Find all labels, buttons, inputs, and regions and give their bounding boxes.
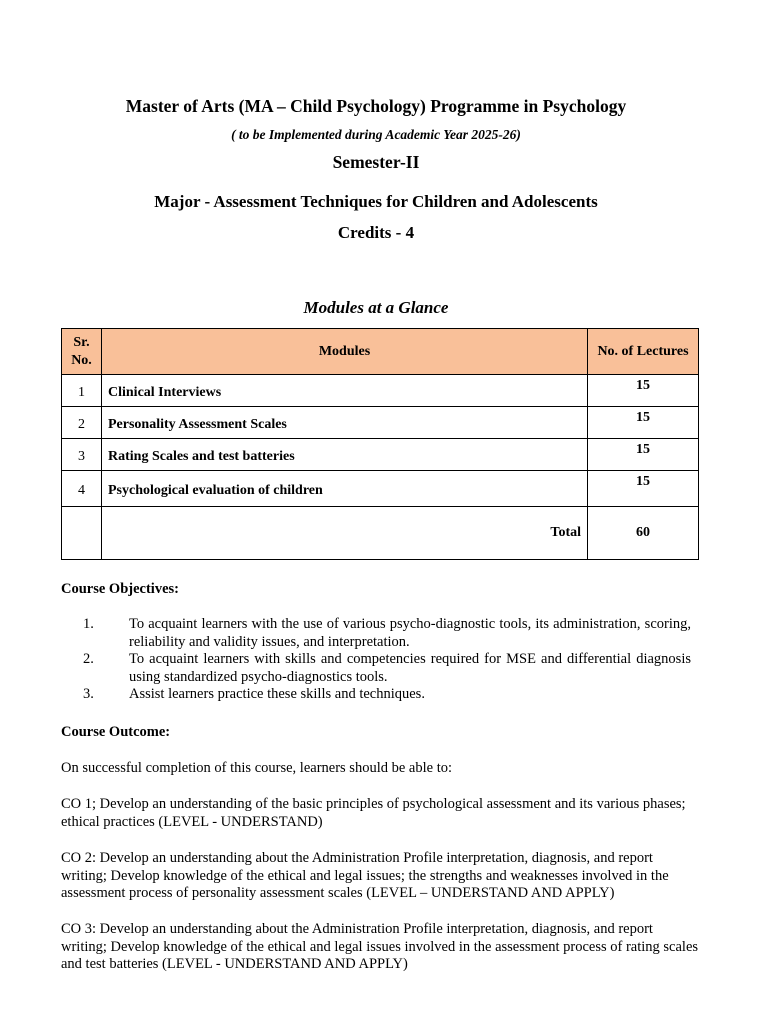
total-empty-cell <box>62 507 102 560</box>
table-row <box>62 439 699 471</box>
total-label: Total <box>102 507 588 560</box>
table-caption: Modules at a Glance <box>303 298 449 317</box>
table-row <box>62 407 699 439</box>
objectives-heading: Course Objectives: <box>61 581 179 597</box>
list-text: To acquaint learners with the use of various psycho-diagnostic tools, its administration, scoring, reliability and validity issues, and interpretation. <box>129 616 691 650</box>
list-number: 1. <box>83 616 94 632</box>
list-number: 2. <box>83 651 94 667</box>
course-title: Major - Assessment Techniques for Children and Adolescents <box>154 192 598 211</box>
row-module: Personality Assessment Scales <box>102 407 588 439</box>
total-value: 60 <box>588 507 699 560</box>
row-module: Clinical Interviews <box>102 375 588 407</box>
programme-title: Master of Arts (MA – Child Psychology) Programme in Psychology <box>125 96 627 116</box>
list-text: To acquaint learners with skills and competencies required for MSE and differential diagnosis using standardized psycho-diagnostics tools. <box>129 651 691 685</box>
row-sr: 3 <box>62 439 102 471</box>
row-lectures: 15 <box>588 439 699 471</box>
outcome-co2: CO 2: Develop an understanding about the Administration Profile interpretation, diagnosis, and report writing; Develop knowledge of the ethical and legal issues; the strengths and weaknesses involved in the assessment process of personality assessment scales (LEVEL – UNDERSTAND AND APPLY) <box>61 850 669 901</box>
row-module: Rating Scales and test batteries <box>102 439 588 471</box>
list-item <box>61 686 691 704</box>
row-lectures: 15 <box>588 471 699 507</box>
header-sr-no: Sr. No. <box>62 329 102 375</box>
row-sr: 1 <box>62 375 102 407</box>
table-total-row <box>62 507 699 560</box>
implementation-note: ( to be Implemented during Academic Year 2025-26) <box>231 127 521 142</box>
row-module: Psychological evaluation of children <box>102 471 588 507</box>
outcome-heading: Course Outcome: <box>61 724 171 740</box>
list-number: 3. <box>83 686 94 702</box>
table-row <box>62 471 699 507</box>
row-sr: 4 <box>62 471 102 507</box>
modules-table <box>61 328 699 560</box>
header-modules: Modules <box>102 329 588 375</box>
semester-heading: Semester-II <box>332 152 420 172</box>
table-header-row <box>62 329 699 375</box>
header-lectures: No. of Lectures <box>588 329 699 375</box>
list-item <box>61 616 691 651</box>
objectives-list <box>61 616 691 704</box>
list-item <box>61 651 691 686</box>
list-text: Assist learners practice these skills and techniques. <box>129 686 425 702</box>
outcome-co1: CO 1; Develop an understanding of the basic principles of psychological assessment and its various phases; ethical practices (LEVEL - UNDERSTAND) <box>61 796 686 830</box>
row-lectures: 15 <box>588 407 699 439</box>
row-lectures: 15 <box>588 375 699 407</box>
credits-heading: Credits - 4 <box>337 223 415 242</box>
outcome-co3: CO 3: Develop an understanding about the Administration Profile interpretation, diagnosis, and report writing; Develop knowledge of the ethical and legal issues involved in the assessment process of rating scales and test batteries (LEVEL - UNDERSTAND AND APPLY) <box>61 921 699 972</box>
row-sr: 2 <box>62 407 102 439</box>
table-row <box>62 375 699 407</box>
outcome-intro: On successful completion of this course, learners should be able to: <box>61 760 452 776</box>
